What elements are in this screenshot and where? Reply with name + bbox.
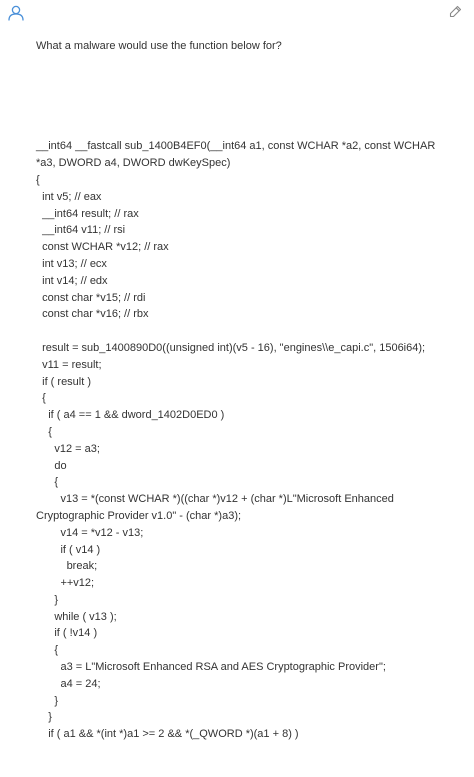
message-content [36, 4, 448, 777]
edit-icon[interactable] [449, 5, 462, 18]
question-text: What a malware would use the function below for? [36, 39, 282, 52]
spacer [36, 88, 448, 105]
user-avatar-icon [7, 5, 25, 21]
code-block: __int64 __fastcall sub_1400B4EF0(__int64 a1, const WCHAR *a2, const WCHAR *a3, DWORD a4, DWORD dwKeySpec) { int v5; // eax __int64 result; // rax __int64 v11; // rsi const WCHAR *v12; // rax int v13; // ecx int v14; // edx const char *v15; // rdi const char *v16; // rbx result = sub_1400890D0((unsigned int)(v5 - 16), "engines\\e_capi.c", 1506i64); v11 = result; if ( result ) { if ( a4 == 1 && dword_1402D0ED0 ) { v12 = a3; do { v13 = *(const WCHAR *)((char *)v12 + (char *)L"Microsoft Enhanced Cryptographic Provider v1.0" - (char *)a3); v14 = *v12 - v13; if ( v14 ) break; ++v12; } while ( v13 ); if ( !v14 ) { a3 = L"Microsoft Enhanced RSA and AES Cryptographic Provider"; a4 = 24; } } if ( a1 && *(int *)a1 >= 2 && *(_QWORD *)(a1 + 8) ) [36, 140, 436, 741]
